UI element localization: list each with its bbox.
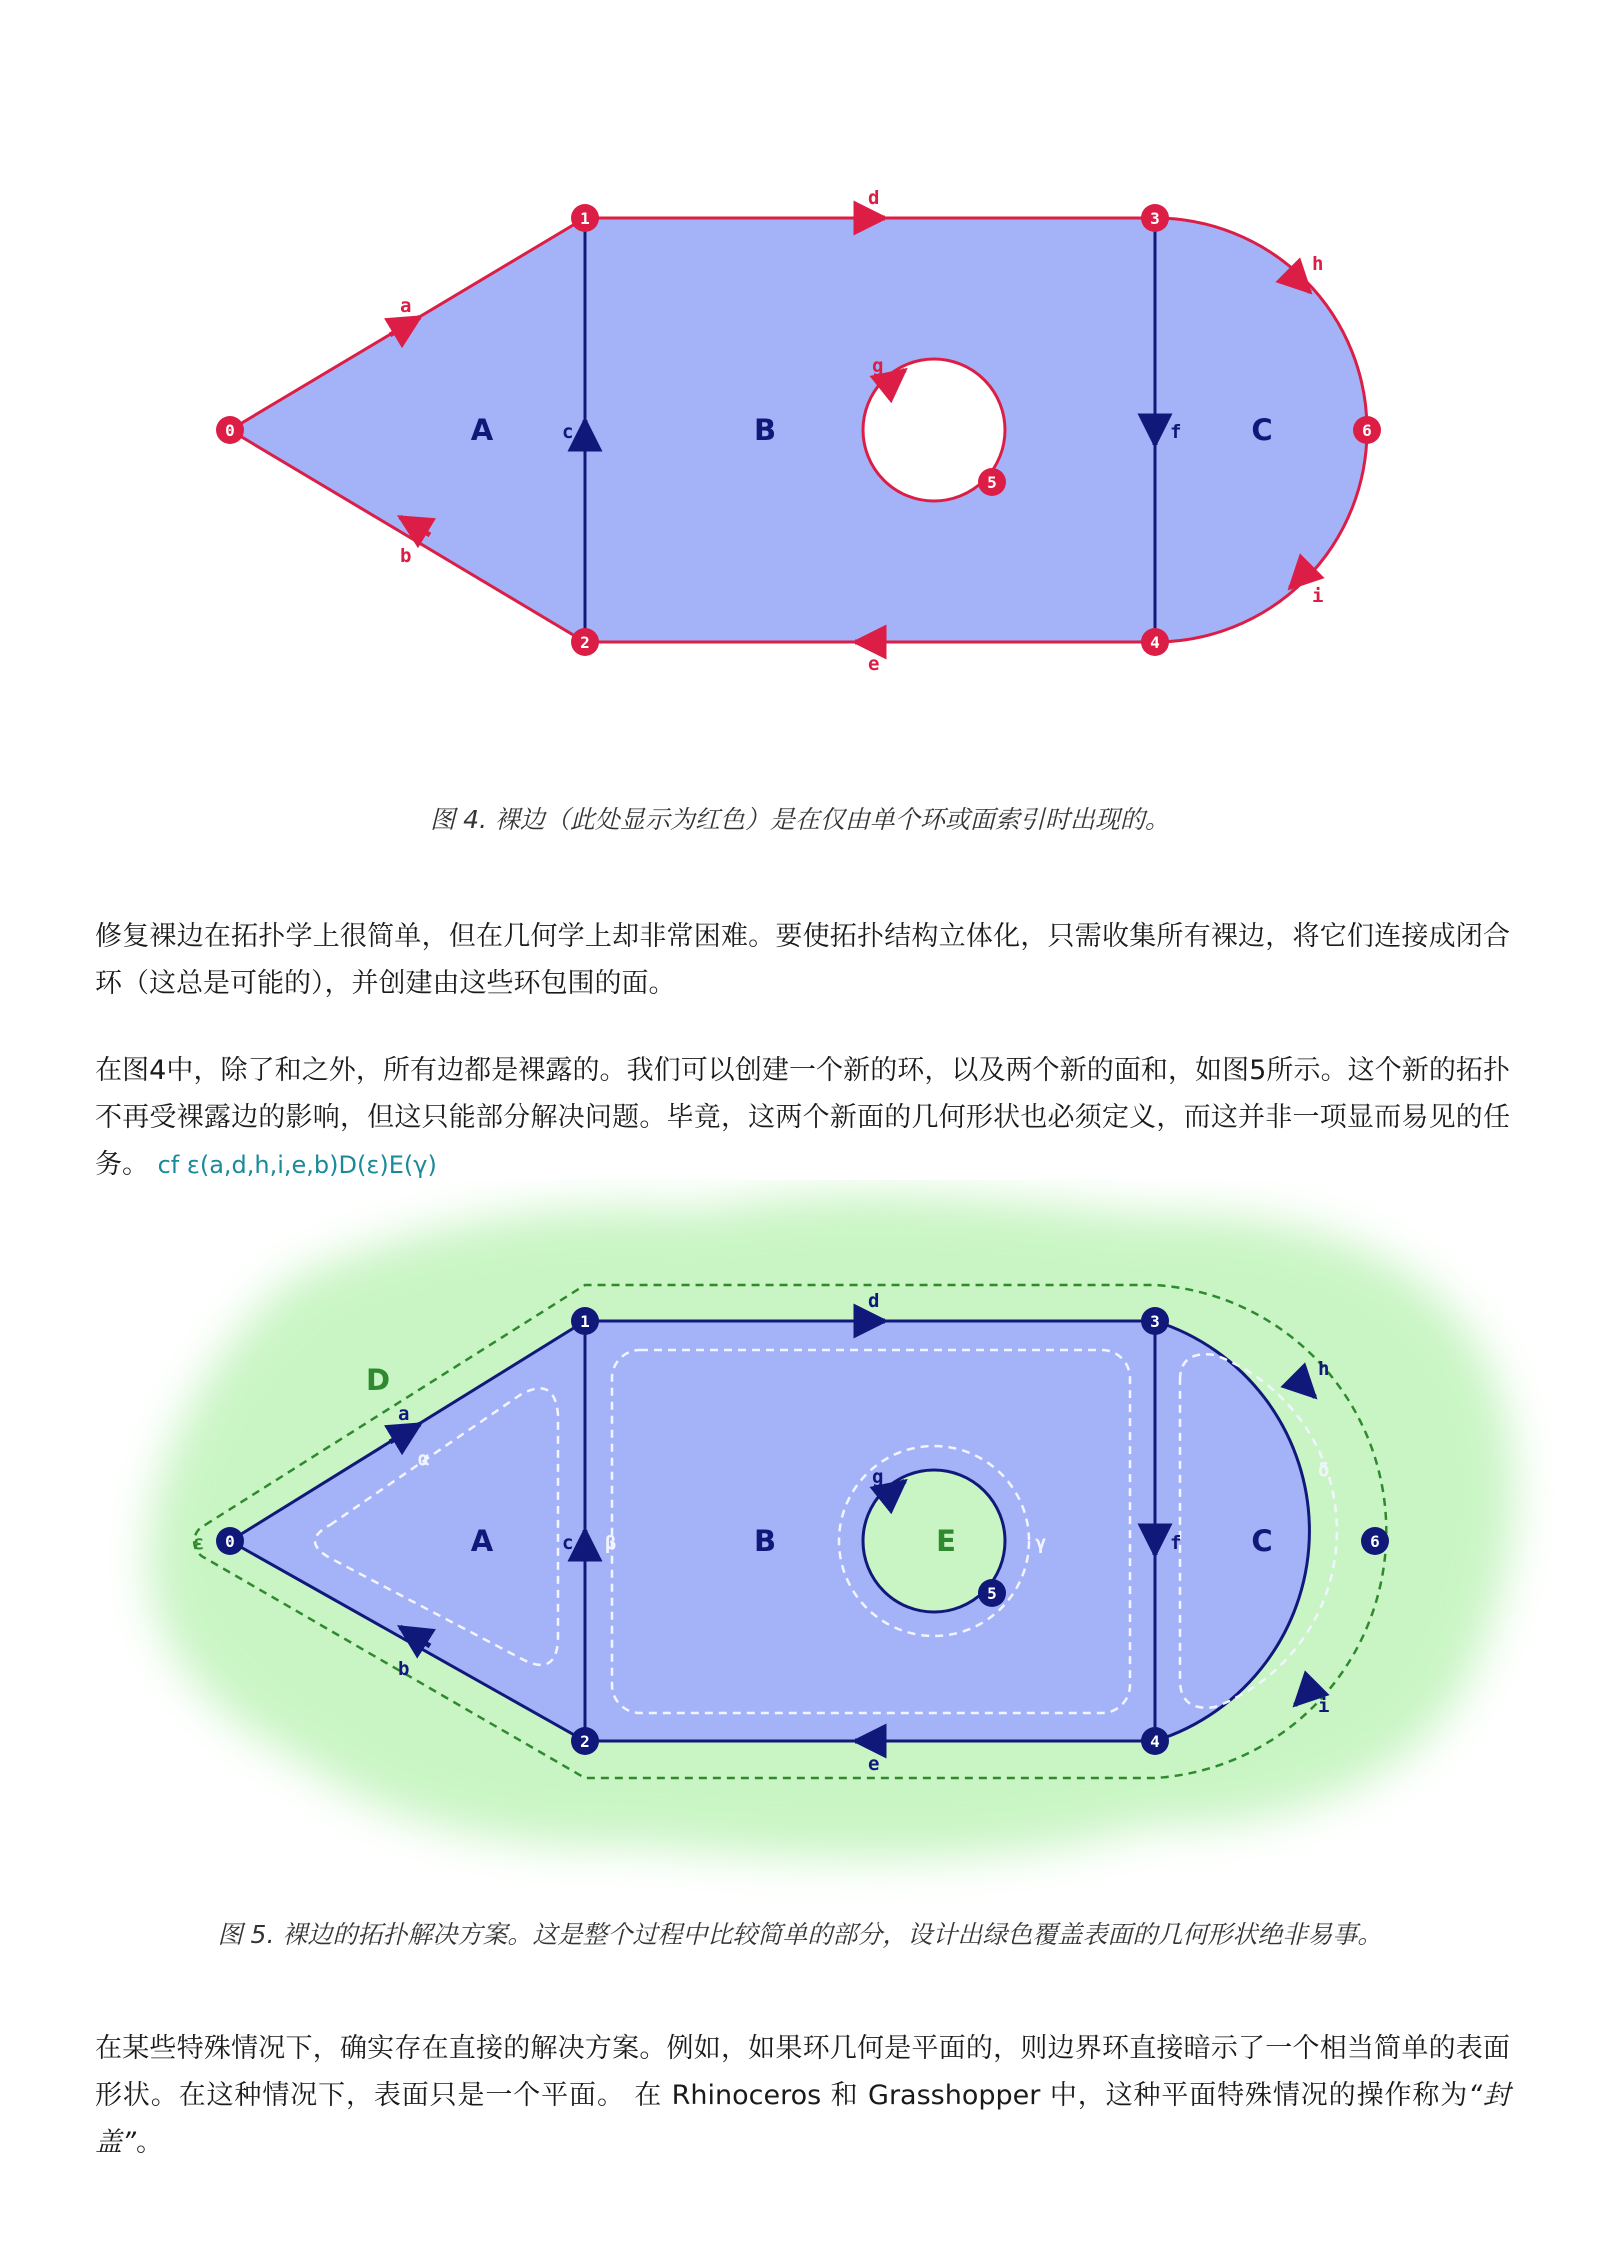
svg-text:5: 5: [987, 473, 997, 492]
figure-5: [0, 1180, 1600, 1910]
face-label-b: B: [753, 1524, 777, 1558]
vertex-5: [978, 468, 1006, 496]
vertex-3: [1141, 204, 1169, 232]
loop-label-epsilon: ε: [193, 1532, 205, 1554]
edge-label-g: g: [872, 355, 884, 377]
figure-4-caption: 图 4. 裸边（此处显示为红色）是在仅由单个环或面索引时出现的。: [430, 805, 1170, 834]
loop-label-beta: β: [605, 1532, 617, 1554]
edge-label-i: i: [1318, 1695, 1330, 1717]
vertex-5: [978, 1579, 1006, 1607]
vertex-3: [1141, 1307, 1169, 1335]
edge-label-c: c: [562, 421, 574, 443]
loop-label-delta: δ: [1318, 1459, 1330, 1481]
paragraph-3: [95, 2025, 1510, 2166]
vertex-1: [571, 204, 599, 232]
inline-code: cf ε(a,d,h,i,e,b)D(ε)E(γ): [157, 1151, 437, 1179]
svg-text:1: 1: [580, 209, 590, 228]
edge-label-a: a: [400, 295, 412, 317]
face-label-a: A: [470, 413, 494, 447]
paragraph-2: [95, 1047, 1510, 1189]
edge-label-d: d: [868, 1290, 880, 1312]
edge-label-h: h: [1312, 253, 1324, 275]
vertex-4: [1141, 1727, 1169, 1755]
edge-label-h: h: [1318, 1358, 1330, 1380]
face-label-b: B: [753, 413, 777, 447]
figure-4: [0, 160, 1600, 720]
svg-text:5: 5: [987, 1584, 997, 1603]
svg-text:6: 6: [1370, 1532, 1380, 1551]
edge-label-f: f: [1170, 421, 1182, 443]
vertex-0: [216, 416, 244, 444]
vertex-1: [571, 1307, 599, 1335]
face-label-c: C: [1251, 413, 1273, 447]
paragraph-3-text: 在某些特殊情况下，确实存在直接的解决方案。例如，如果环几何是平面的，则边界环直接暗示了一个相当简单的表面形状。在这种情况下，表面只是一个平面。 在 Rhinoceros 和 Grasshopper 中，这种平面特殊情况的操作称为: [95, 2033, 1510, 2111]
edge-label-g: g: [872, 1466, 884, 1488]
paragraph-1: 修复裸边在拓扑学上很简单，但在几何学上却非常困难。要使拓扑结构立体化，只需收集所有裸边，将它们连接成闭合 环（这总是可能的），并创建由这些环包围的面。: [95, 921, 1510, 999]
svg-text:0: 0: [225, 421, 235, 440]
face-label-d: D: [365, 1363, 391, 1397]
edge-label-b: b: [398, 1658, 410, 1680]
vertex-6: [1353, 416, 1381, 444]
loop-label-gamma: γ: [1035, 1532, 1047, 1554]
svg-text:0: 0: [225, 1532, 235, 1551]
svg-text:6: 6: [1362, 421, 1372, 440]
figure-5-caption: 图 5. 裸边的拓扑解决方案。这是整个过程中比较简单的部分，设计出绿色覆盖表面的几何形状绝非易事。: [217, 1920, 1383, 1949]
vertex-2: [571, 1727, 599, 1755]
svg-text:3: 3: [1150, 1312, 1160, 1331]
edge-label-e: e: [868, 653, 880, 675]
edge-label-d: d: [868, 187, 880, 209]
vertex-2: [571, 628, 599, 656]
paragraph-3-end: 。: [136, 2127, 163, 2158]
edge-label-b: b: [400, 545, 412, 567]
loop-label-alpha: α: [418, 1448, 430, 1470]
vertex-4: [1141, 628, 1169, 656]
vertex-0: [216, 1527, 244, 1555]
svg-text:2: 2: [580, 633, 590, 652]
face-label-a: A: [470, 1524, 494, 1558]
svg-text:4: 4: [1150, 1732, 1160, 1751]
edge-label-i: i: [1312, 585, 1324, 607]
edge-label-e: e: [868, 1753, 880, 1775]
svg-text:4: 4: [1150, 633, 1160, 652]
svg-text:1: 1: [580, 1312, 590, 1331]
edge-label-a: a: [398, 1403, 410, 1425]
face-label-c: C: [1251, 1524, 1273, 1558]
face-label-e: E: [936, 1524, 956, 1558]
vertex-6: [1361, 1527, 1389, 1555]
svg-text:2: 2: [580, 1732, 590, 1751]
edge-label-c: c: [562, 1532, 574, 1554]
paragraph-2-text: 在图4中，除了和之外，所有边都是裸露的。我们可以创建一个新的环，以及两个新的面和，如图5所示。这个新的拓扑不再受裸露边的影响，但这只能部分解决问题。毕竟，这两个新面的几何形状也必须定义，而这并非一项显而易见的任务。: [95, 1055, 1510, 1180]
capping-term: “封盖”: [95, 2080, 1510, 2158]
edge-label-f: f: [1170, 1532, 1182, 1554]
mesh-fill: [230, 218, 1367, 642]
svg-text:3: 3: [1150, 209, 1160, 228]
